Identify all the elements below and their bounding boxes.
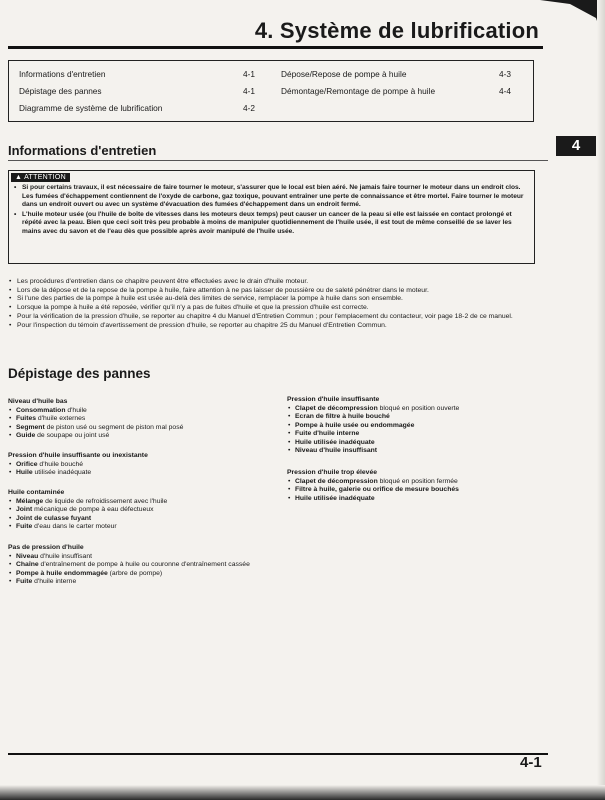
group-title: Pression d'huile insuffisante <box>287 396 380 403</box>
page-number: 4-1 <box>520 754 542 771</box>
table-of-contents <box>8 60 534 122</box>
list-item: • Huile utilisée inadéquate <box>8 469 268 478</box>
list-item: • Niveau d'huile insuffisant <box>8 553 268 562</box>
toc-item[interactable]: Démontage/Remontage de pompe à huile <box>281 86 436 96</box>
troubleshooting-group <box>287 469 537 503</box>
note-item: • Lorsque la pompe à huile a été reposée, vérifier qu'il n'y a pas de fuites d'huile et que la pression d'huile est correcte. <box>8 304 538 313</box>
group-title: Huile contaminée <box>8 489 65 496</box>
toc-item[interactable]: Dépose/Repose de pompe à huile <box>281 69 407 79</box>
note-item: • Lors de la dépose et de la repose de la pompe à huile, faire attention à ne pas laisser de poussière ou de saleté pénétrer dans le moteur. <box>8 287 538 296</box>
toc-page: 4-1 <box>243 69 255 79</box>
group-title: Pas de pression d'huile <box>8 544 84 551</box>
toc-item[interactable]: Dépistage des pannes <box>19 86 102 96</box>
title-rule <box>8 46 543 49</box>
list-item: • Fuite d'eau dans le carter moteur <box>8 523 268 532</box>
list-item: • Fuite d'huile interne <box>8 578 268 587</box>
troubleshooting-group <box>8 489 268 532</box>
toc-item[interactable]: Diagramme de système de lubrification <box>19 103 163 113</box>
list-item: • Guide de soupape ou joint usé <box>8 432 268 441</box>
list-item: • Pompe à huile usée ou endommagée <box>287 422 537 431</box>
list-item: • Fuite d'huile interne <box>287 430 537 439</box>
troubleshooting-group <box>8 544 268 587</box>
footer-rule <box>8 753 548 755</box>
list-item: • Orifice d'huile bouché <box>8 461 268 470</box>
list-item: • Huile utilisée inadéquate <box>287 495 537 504</box>
group-title: Pression d'huile insuffisante ou inexistante <box>8 452 148 459</box>
warning-item: • Si pour certains travaux, il est nécessaire de faire tourner le moteur, s'assurer que le local est bien aéré. Ne jamais faire tourner le moteur dans un endroit clos. Les fumées d'échappement contiennent de l'oxyde de carbone, gaz toxique, pouvant entraîner une perte de connaissance et être mortel. Faire tourner le moteur dans un endroit ouvert ou avec un système d'évacuation des fumées d'échappement dans un endroit fermé. <box>13 184 528 210</box>
toc-page: 4-2 <box>243 103 255 113</box>
toc-page: 4-1 <box>243 86 255 96</box>
section-rule <box>8 160 548 161</box>
warning-list <box>13 184 528 238</box>
list-item: • Consommation d'huile <box>8 407 268 416</box>
note-item: • Pour l'inspection du témoin d'avertissement de pression d'huile, se reporter au chapitre 25 du Manuel d'Entretien Commun. <box>8 322 538 331</box>
section-heading: Informations d'entretien <box>8 143 157 158</box>
warning-label: ATTENTION <box>24 174 66 181</box>
list-item: • Filtre à huile, galerie ou orifice de mesure bouchés <box>287 486 537 495</box>
troubleshooting-group <box>287 396 537 456</box>
list-item: • Fuites d'huile externes <box>8 415 268 424</box>
chapter-title: 4. Système de lubrification <box>254 18 539 43</box>
list-item: • Segment de piston usé ou segment de piston mal posé <box>8 424 268 433</box>
toc-page: 4-4 <box>499 86 511 96</box>
list-item: • Clapet de décompression bloqué en position fermée <box>287 478 537 487</box>
list-item: • Mélange de liquide de refroidissement avec l'huile <box>8 498 268 507</box>
warning-badge <box>11 173 70 182</box>
list-item: • Pompe à huile endommagée (arbre de pompe) <box>8 570 268 579</box>
list-item: • Clapet de décompression bloqué en position ouverte <box>287 405 537 414</box>
section-heading: Dépistage des pannes <box>8 366 151 381</box>
scan-shadow-right <box>597 0 605 800</box>
list-item: • Chaîne d'entraînement de pompe à huile ou couronne d'entraînement cassée <box>8 561 268 570</box>
note-item: • Les procédures d'entretien dans ce chapitre peuvent être effectuées avec le drain d'huile moteur. <box>8 278 538 287</box>
note-item: • Pour la vérification de la pression d'huile, se reporter au chapitre 4 du Manuel d'Entretien Commun ; pour l'emplacement du contacteur, voir page 18-2 de ce manuel. <box>8 313 538 322</box>
warning-triangle-icon: ▲ <box>15 174 23 181</box>
note-item: • Si l'une des parties de la pompe à huile est usée au-delà des limites de service, remplacer la pompe à huile dans son ensemble. <box>8 295 538 304</box>
service-notes-list <box>8 278 538 330</box>
warning-box <box>8 170 535 264</box>
troubleshooting-group <box>8 398 268 441</box>
warning-item: • L'huile moteur usée (ou l'huile de boîte de vitesses dans les moteurs deux temps) peut causer un cancer de la peau si elle est laissée en contact prolongé et répété avec la peau. Bien que ceci soit très peu probable à moins de manipuler quotidiennement de l'huile usée, il est tout de même conseillé de se laver les mains avec du savon et de l'eau dès que possible après avoir manipulé de l'huile usée. <box>13 211 528 237</box>
chapter-tab: 4 <box>556 136 596 156</box>
list-item: • Joint mécanique de pompe à eau défectueux <box>8 506 268 515</box>
toc-page: 4-3 <box>499 69 511 79</box>
list-item: • Joint de culasse fuyant <box>8 515 268 524</box>
list-item: • Niveau d'huile insuffisant <box>287 447 537 456</box>
scan-shadow-bottom <box>0 785 605 800</box>
group-title: Niveau d'huile bas <box>8 398 68 405</box>
list-item: • Huile utilisée inadéquate <box>287 439 537 448</box>
group-title: Pression d'huile trop élevée <box>287 469 378 476</box>
toc-item[interactable]: Informations d'entretien <box>19 69 106 79</box>
list-item: • Ecran de filtre à huile bouché <box>287 413 537 422</box>
troubleshooting-group <box>8 452 268 478</box>
